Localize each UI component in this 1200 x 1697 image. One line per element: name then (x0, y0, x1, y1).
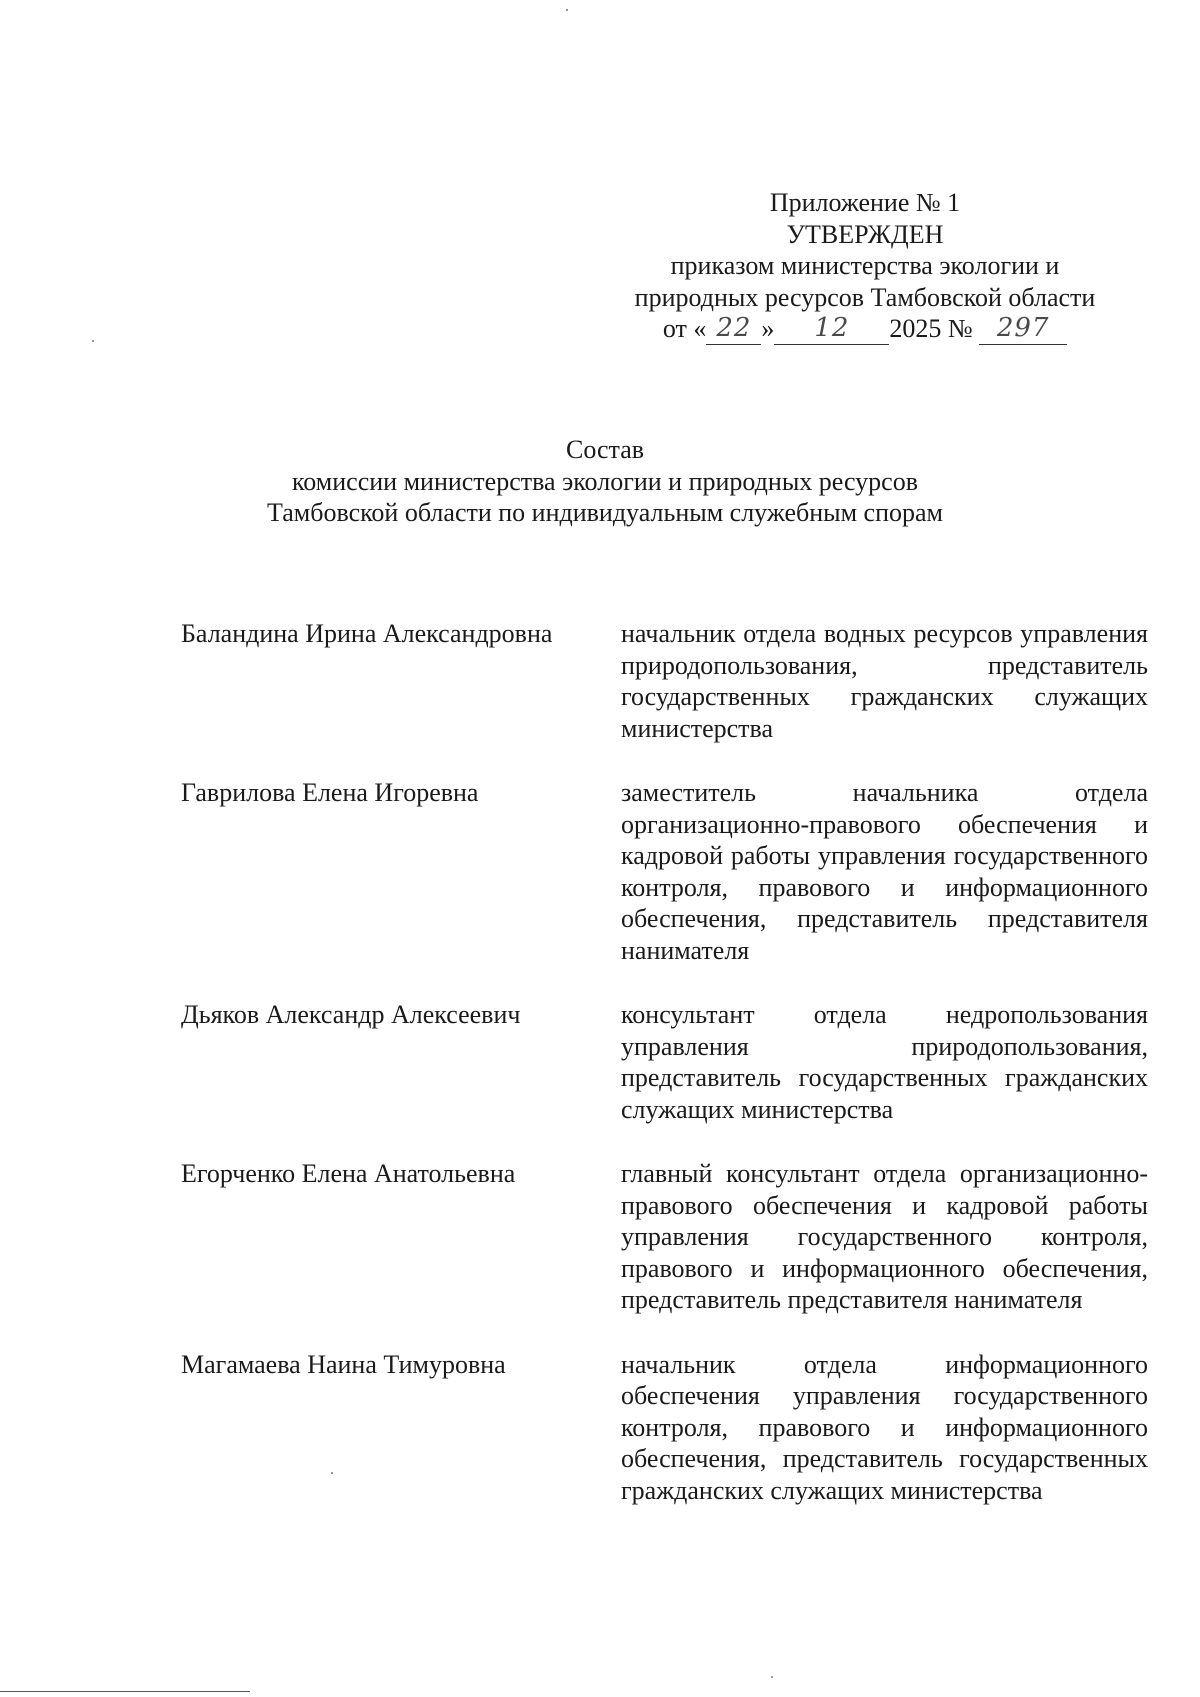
member-role: главный консультант отдела организационно-правового обеспечения и кадровой работы управления государственного контроля, правового и информационного обеспечения, представитель представителя нанимателя (621, 1159, 1148, 1314)
member-role: начальник отдела водных ресурсов управления природопользования, представитель государственных гражданских служащих министерства (621, 619, 1148, 743)
member-name: Баландина Ирина Александровна (181, 619, 553, 648)
date-prefix: от « (662, 314, 707, 343)
month-handwritten: 12 (814, 312, 850, 343)
day-handwritten: 22 (716, 312, 752, 343)
member-name: Егорченко Елена Анатольевна (181, 1159, 516, 1188)
member-row (181, 999, 1151, 1125)
members-list (181, 618, 1151, 1539)
member-row (181, 1158, 1151, 1316)
date-quote-close: » (761, 314, 775, 343)
scan-speck (331, 1472, 333, 1474)
order-date-line (610, 313, 1120, 345)
number-handwritten: 297 (996, 312, 1050, 343)
order-line-1: приказом министерства экологии и (670, 251, 1060, 280)
year-and-number-label: 2025 № (889, 314, 973, 343)
scan-speck (566, 9, 568, 11)
member-role: заместитель начальника отдела организационно-правового обеспечения и кадровой работы управления государственного контроля, правового и информационного обеспечения, представитель представителя нанимателя (621, 778, 1148, 965)
title-heading: Состав (565, 435, 645, 464)
appendix-label: Приложение № 1 (769, 188, 961, 217)
approval-block (610, 187, 1120, 345)
member-row (181, 618, 1151, 744)
title-line-1: комиссии министерства экологии и природных ресурсов (291, 466, 918, 496)
document-title (250, 434, 960, 529)
day-field (706, 312, 761, 345)
member-row (181, 1349, 1151, 1507)
number-field (979, 312, 1067, 345)
member-row (181, 777, 1151, 966)
member-name: Магамаева Наина Тимуровна (181, 1349, 506, 1379)
member-role: консультант отдела недропользования управления природопользования, представитель государственных гражданских служащих министерства (621, 1000, 1148, 1124)
member-role: начальник отдела информационного обеспечения управления государственного контроля, правового и информационного обеспечения, представитель государственных гражданских служащих министерства (621, 1349, 1148, 1505)
order-line-2: природных ресурсов Тамбовской области (634, 282, 1096, 312)
scan-speck (92, 340, 94, 342)
member-name: Дьяков Александр Алексеевич (181, 1000, 521, 1029)
scan-speck (771, 1676, 773, 1678)
approved-label: УТВЕРЖДЕН (786, 219, 944, 249)
member-name: Гаврилова Елена Игоревна (181, 778, 479, 807)
title-line-2: Тамбовской области по индивидуальным служебным спорам (267, 498, 943, 527)
bottom-scan-edge (0, 1691, 250, 1692)
month-field (774, 312, 889, 345)
